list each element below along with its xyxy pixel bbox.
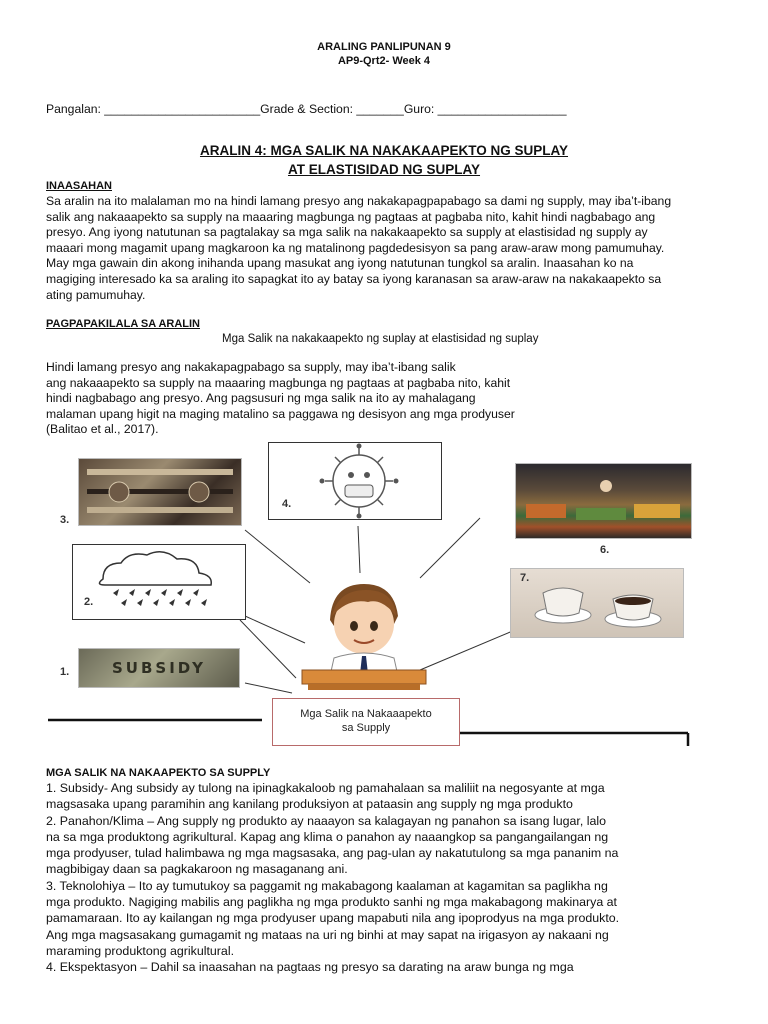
text-line: mga produkto. Nagiging mabilis ang paglikha ng mga produkto sanhi ng mga makabagong makinarya at	[46, 895, 618, 910]
text-line: 1. Subsidy- Ang subsidy ay tulong na ipinagkakaloob ng pamahalaan sa maliliit na negosyante at mga	[46, 781, 605, 795]
text-line: 4. Ekspektasyon – Dahil sa inaasahan na pagtaas ng presyo sa darating na araw bunga ng mga	[46, 960, 574, 975]
mga-salik-heading: MGA SALIK NA NAKAAPEKTO SA SUPPLY	[46, 767, 271, 779]
machinery-image	[78, 458, 242, 526]
text-line: (Balitao et al., 2017).	[46, 422, 159, 437]
mga-salik-paragraph	[46, 780, 736, 976]
subsidy-word: SUBSIDY	[111, 659, 207, 677]
teapot-icon	[511, 569, 683, 637]
text-line: magsasaka upang paramihin ang kanilang produksiyon at pataasin ang supply ng mga produkto	[46, 797, 573, 812]
center-label-line1: Mga Salik na Nakaaapekto	[300, 708, 432, 720]
text-line: Sa aralin na ito malalaman mo na hindi lamang presyo ang nakakapagpapabago sa dami ng supply, may iba’t-ibang	[46, 194, 672, 208]
pagpapakilala-paragraph	[46, 360, 546, 438]
virus-image	[268, 442, 442, 520]
text-line: magbibigay daan sa pagkakaroon ng masaganang ani.	[46, 862, 348, 877]
lesson-title-line1: ARALIN 4: MGA SALIK NA NAKAKAAPEKTO NG SUPLAY	[199, 143, 569, 158]
market-icon	[516, 464, 691, 538]
label-2: 2.	[84, 596, 94, 608]
label-1: 1.	[60, 666, 70, 678]
week-code: AP9-Qrt2- Week 4	[337, 55, 431, 67]
text-line: 2. Panahon/Klima – Ang supply ng produkto ay naaayon sa kalagayan ng panahon sa isang lugar, lalo	[46, 813, 607, 828]
text-line: May mga gawain din akong inihanda upang masukat ang iyong natutunan tungkol sa aralin. Inaasahan ko na	[46, 256, 634, 271]
pagpapakilala-subtitle: Mga Salik na nakakaapekto ng suplay at elastisidad ng suplay	[222, 333, 539, 345]
center-label-line2: sa Supply	[341, 722, 391, 734]
text-line: ang nakaaapekto sa supply na maaaring magbunga ng pagtaas at pagbaba nito, kahit	[46, 375, 511, 390]
tea-set-image	[510, 568, 684, 638]
text-line: malaman upang higit na maging matalino sa paggawa ng desisyon ang mga prodyuser	[46, 406, 515, 421]
name-section-form: Pangalan: _______________________Grade & Section: _______Guro: ___________________	[46, 102, 567, 116]
text-line: magiging interesado ka sa araling ito sapagkat ito ay batay sa iyong karanasan sa araw-araw na nakakaapekto sa	[46, 271, 662, 286]
text-line: mga prodyuser, tulad halimbawa ng mga magsasaka, ang pag-ulan ay nakatutulong sa mga pananim na	[46, 846, 619, 861]
text-line: na sa mga produktong agrikultural. Kapag ang klima o panahon ay naaangkop sa pangangailangan ng	[46, 829, 609, 844]
center-label-box	[272, 698, 460, 746]
inaasahan-paragraph	[46, 194, 736, 303]
text-line: Hindi lamang presyo ang nakakapagpabago sa supply, may iba’t-ibang salik	[46, 360, 456, 374]
text-line: maraming produktong agrikultural.	[46, 943, 235, 958]
student-illustration	[282, 576, 442, 690]
text-line: salik ang nakaaapekto sa supply na maaaring magbunga ng pagtaas at pagbaba nito, kahit hindi nagbabago ang	[46, 209, 656, 224]
text-line: pamamaraan. Ito ay kailangan ng mga prodyuser upang mapabuti nila ang ipoprodyus na mga produkto.	[46, 911, 620, 926]
gear-icon	[79, 459, 241, 525]
label-3: 3.	[60, 514, 70, 526]
student-icon	[282, 576, 442, 690]
label-6: 6.	[600, 544, 610, 556]
market-image	[515, 463, 692, 539]
subsidy-image	[78, 648, 240, 688]
pagpapakilala-heading: PAGPAPAKILALA SA ARALIN	[46, 318, 200, 330]
text-line: presyo. Ang iyong natutunan sa pagtalakay sa mga salik na nakakaapekto sa supply at elastisidad ng supply ay	[46, 225, 648, 240]
subject-header: ARALING PANLIPUNAN 9	[317, 41, 451, 53]
label-4: 4.	[282, 498, 292, 510]
text-line: 3. Teknolohiya – Ito ay tumutukoy sa paggamit ng makabagong kaalaman at kagamitan sa paglikha ng	[46, 878, 608, 893]
rain-cloud-image	[72, 544, 246, 620]
text-line: Ang mga magsasakang gumagamit ng mataas na uri ng binhi at may sapat na irigasyon ay nakaani ng	[46, 927, 609, 942]
rain-cloud-icon	[73, 545, 245, 619]
virus-icon	[269, 443, 441, 519]
inaasahan-heading: INAASAHAN	[46, 180, 112, 192]
text-line: hindi nagbabago ang presyo. Ang pagsusuri ng mga salik na ito ay mahalagang	[46, 391, 476, 406]
text-line: ating pamumuhay.	[46, 287, 146, 302]
factors-diagram	[0, 438, 768, 753]
lesson-title-line2: AT ELASTISIDAD NG SUPLAY	[287, 162, 481, 177]
label-7: 7.	[520, 572, 530, 584]
text-line: maaari mong magamit upang magkaroon ka ng matalinong pagdedesisyon sa pang araw-araw mong pamumuhay.	[46, 240, 665, 255]
